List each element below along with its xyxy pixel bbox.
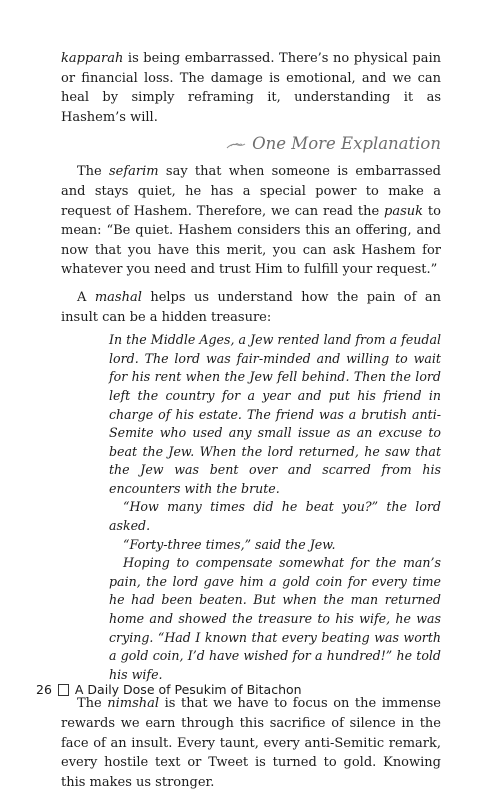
story-paragraph: “How many times did he beat you?” the lord asked. — [109, 499, 441, 534]
section-heading — [61, 133, 441, 156]
text-span: say that when someone is embarrassed and stays quiet, he has a special power to make a request of Hashem. Therefore, we can read the — [61, 164, 441, 219]
story-paragraph: “Forty-three times,” said the Jew. — [123, 536, 336, 552]
paragraph-intro — [61, 49, 441, 127]
page-footer — [36, 682, 302, 697]
page-body — [61, 49, 441, 792]
text-span: A — [77, 289, 95, 305]
term-pasuk: pasuk — [384, 203, 424, 219]
text-span: The — [77, 696, 108, 712]
paragraph-mashal — [61, 288, 441, 327]
square-divider-icon — [58, 684, 69, 696]
text-span: to mean: “Be quiet. Hashem considers this an offering, and now that you have this merit, you can ask Hashem for whatever you need and trust Him to fulfill your request.” — [61, 203, 441, 278]
text-span: is that we have to focus on the immense rewards we earn through this sacrifice of silence in the face of an insult. Every taunt, every anti-Semitic remark, every hostile text or Tweet is turned to gold. Knowing this makes us stronger. — [61, 696, 441, 790]
story-block — [109, 331, 441, 684]
story-paragraph: In the Middle Ages, a Jew rented land from a feudal lord. The lord was fair-minded and willing to wait for his rent when the Jew fell behind. Then the lord left the country for a year and put his friend in charge of his estate. The friend was a brutish anti-Semite who used any small issue as an excuse to beat the Jew. When the lord returned, he saw that the Jew was bent over and scarred from his encounters with the brute. — [109, 332, 441, 496]
term-mashal: mashal — [94, 289, 142, 305]
book-title: A Daily Dose of Pesukim of Bitachon — [74, 682, 302, 697]
term-sefarim: sefarim — [109, 164, 159, 180]
text-span: helps us understand how the pain of an insult can be a hidden treasure: — [61, 289, 441, 325]
paragraph-intro-text: is being embarrassed. There’s no physical pain or financial loss. The damage is emotional, and we can heal by simply reframing it, understanding it as Hashem’s will. — [61, 51, 441, 125]
paragraph-sefarim — [61, 162, 441, 280]
paragraph-nimshal — [61, 694, 441, 792]
page-number: 26 — [36, 682, 52, 697]
term-nimshal: nimshal — [107, 696, 160, 712]
section-heading-text: One More Explanation — [252, 134, 441, 154]
text-span: The — [77, 164, 109, 180]
leaf-ornament-icon — [226, 138, 250, 152]
story-paragraph: Hoping to compensate somewhat for the man’s pain, the lord gave him a gold coin for every time he had been beaten. But when the man returned home and showed the treasure to his wife, he was crying. “Had I known that every beating was worth a gold coin, I’d have wished for a hundred!” he told his wife. — [109, 555, 441, 682]
term-kapparah: kapparah — [61, 51, 124, 66]
